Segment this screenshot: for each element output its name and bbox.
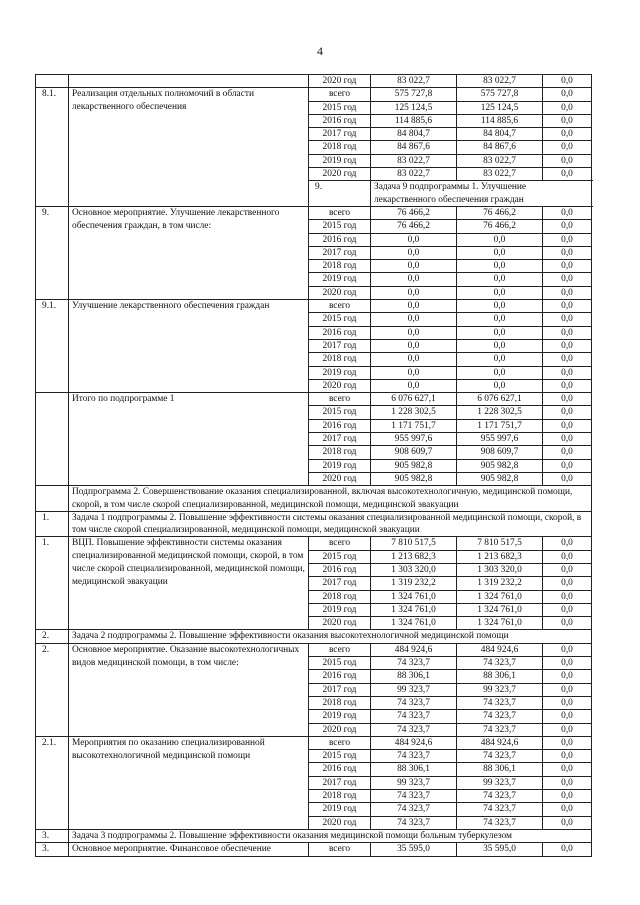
- year-cell: 2017 год: [309, 433, 371, 446]
- year-cell: 2017 год: [309, 577, 371, 590]
- other-amount-cell: 0,0: [543, 246, 592, 259]
- budget-amount-cell: 1 319 232,2: [457, 577, 543, 590]
- budget-amount-cell: 0,0: [457, 233, 543, 246]
- year-cell: 2015 год: [309, 657, 371, 670]
- year-cell: 2020 год: [309, 723, 371, 736]
- year-cell: 2018 год: [309, 260, 371, 273]
- other-amount-cell: 0,0: [543, 114, 592, 127]
- year-cell: 2018 год: [309, 590, 371, 603]
- budget-amount-cell: 0,0: [457, 300, 543, 313]
- budget-amount-cell: 76 466,2: [457, 206, 543, 219]
- year-cell: 2017 год: [309, 128, 371, 141]
- other-amount-cell: 0,0: [543, 339, 592, 352]
- year-cell: 2018 год: [309, 446, 371, 459]
- budget-amount-cell: 35 595,0: [457, 843, 543, 857]
- other-amount-cell: 0,0: [543, 803, 592, 816]
- row-number: 9.: [309, 181, 371, 207]
- year-cell: 2020 год: [309, 816, 371, 829]
- other-amount-cell: 0,0: [543, 75, 592, 88]
- table-row: [36, 537, 592, 550]
- other-amount-cell: 0,0: [543, 563, 592, 576]
- row-number: [36, 393, 69, 486]
- other-amount-cell: 0,0: [543, 617, 592, 630]
- other-amount-cell: 0,0: [543, 88, 592, 101]
- other-amount-cell: 0,0: [543, 168, 592, 181]
- other-amount-cell: 0,0: [543, 603, 592, 616]
- total-amount-cell: 0,0: [371, 286, 457, 299]
- year-cell: 2015 год: [309, 550, 371, 563]
- other-amount-cell: 0,0: [543, 590, 592, 603]
- total-amount-cell: 74 323,7: [371, 696, 457, 709]
- total-amount-cell: 83 022,7: [371, 154, 457, 167]
- total-amount-cell: 1 324 761,0: [371, 590, 457, 603]
- other-amount-cell: 0,0: [543, 710, 592, 723]
- row-number: 9.1.: [36, 300, 69, 393]
- other-amount-cell: 0,0: [543, 326, 592, 339]
- activity-description: ВЦП. Повышение эффективности системы оказания специализированной медицинской помощи, скорой, в том числе скорой специализированной, медицинской помощи, медицинской эвакуации: [69, 537, 309, 630]
- year-cell: 2016 год: [309, 563, 371, 576]
- budget-table: [35, 74, 592, 857]
- total-amount-cell: 0,0: [371, 313, 457, 326]
- year-cell: всего: [309, 736, 371, 749]
- row-number: 9.: [36, 206, 69, 299]
- year-cell: 2019 год: [309, 154, 371, 167]
- year-cell: всего: [309, 843, 371, 857]
- other-amount-cell: 0,0: [543, 220, 592, 233]
- row-number: 3.: [36, 829, 69, 842]
- budget-amount-cell: 74 323,7: [457, 696, 543, 709]
- total-amount-cell: 88 306,1: [371, 763, 457, 776]
- total-amount-cell: 99 323,7: [371, 683, 457, 696]
- other-amount-cell: 0,0: [543, 537, 592, 550]
- task-title: Подпрограмма 2. Совершенствование оказания специализированной, включая высокотехнологичную, медицинской помощи, скорой, в том числе скорой специализированной, медицинской помощи, медицинской эвакуации: [69, 486, 592, 512]
- table-row: [36, 300, 592, 313]
- year-cell: 2020 год: [309, 379, 371, 392]
- total-amount-cell: 1 324 761,0: [371, 603, 457, 616]
- total-amount-cell: 74 323,7: [371, 657, 457, 670]
- budget-amount-cell: 1 303 320,0: [457, 563, 543, 576]
- other-amount-cell: 0,0: [543, 670, 592, 683]
- total-amount-cell: 88 306,1: [371, 670, 457, 683]
- other-amount-cell: 0,0: [543, 260, 592, 273]
- total-amount-cell: 74 323,7: [371, 750, 457, 763]
- other-amount-cell: 0,0: [543, 313, 592, 326]
- budget-amount-cell: 7 810 517,5: [457, 537, 543, 550]
- budget-amount-cell: 905 982,8: [457, 459, 543, 472]
- total-amount-cell: 0,0: [371, 339, 457, 352]
- total-amount-cell: 0,0: [371, 246, 457, 259]
- budget-amount-cell: 84 867,6: [457, 141, 543, 154]
- other-amount-cell: 0,0: [543, 406, 592, 419]
- budget-amount-cell: 1 324 761,0: [457, 590, 543, 603]
- other-amount-cell: 0,0: [543, 816, 592, 829]
- budget-amount-cell: 88 306,1: [457, 763, 543, 776]
- budget-amount-cell: 1 324 761,0: [457, 617, 543, 630]
- budget-amount-cell: 74 323,7: [457, 723, 543, 736]
- total-amount-cell: 83 022,7: [371, 168, 457, 181]
- year-cell: всего: [309, 643, 371, 656]
- year-cell: всего: [309, 393, 371, 406]
- year-cell: 2018 год: [309, 353, 371, 366]
- total-amount-cell: 0,0: [371, 366, 457, 379]
- total-amount-cell: 1 319 232,2: [371, 577, 457, 590]
- activity-description: Основное мероприятие. Финансовое обеспечение: [69, 843, 309, 857]
- budget-amount-cell: 1 171 751,7: [457, 419, 543, 432]
- year-cell: 2019 год: [309, 366, 371, 379]
- year-cell: 2019 год: [309, 803, 371, 816]
- budget-amount-cell: 1 324 761,0: [457, 603, 543, 616]
- year-cell: 2016 год: [309, 326, 371, 339]
- other-amount-cell: 0,0: [543, 379, 592, 392]
- total-amount-cell: 0,0: [371, 379, 457, 392]
- task-row: [36, 829, 592, 842]
- budget-amount-cell: 0,0: [457, 246, 543, 259]
- budget-amount-cell: 83 022,7: [457, 168, 543, 181]
- year-cell: 2019 год: [309, 603, 371, 616]
- page-number: 4: [317, 44, 323, 58]
- activity-description: Реализация отдельных полномочий в области лекарственного обеспечения: [69, 88, 309, 207]
- budget-amount-cell: 74 323,7: [457, 816, 543, 829]
- total-amount-cell: 0,0: [371, 300, 457, 313]
- other-amount-cell: 0,0: [543, 696, 592, 709]
- other-amount-cell: 0,0: [543, 550, 592, 563]
- other-amount-cell: 0,0: [543, 577, 592, 590]
- year-cell: 2017 год: [309, 683, 371, 696]
- task-row: [36, 630, 592, 643]
- year-cell: 2016 год: [309, 763, 371, 776]
- budget-amount-cell: 0,0: [457, 326, 543, 339]
- task-row: [36, 511, 592, 537]
- total-amount-cell: 484 924,6: [371, 643, 457, 656]
- year-cell: 2017 год: [309, 339, 371, 352]
- other-amount-cell: 0,0: [543, 736, 592, 749]
- other-amount-cell: 0,0: [543, 273, 592, 286]
- other-amount-cell: 0,0: [543, 353, 592, 366]
- budget-amount-cell: 0,0: [457, 260, 543, 273]
- year-cell: 2016 год: [309, 233, 371, 246]
- budget-amount-cell: 99 323,7: [457, 683, 543, 696]
- year-cell: 2015 год: [309, 313, 371, 326]
- row-number: [36, 75, 69, 88]
- other-amount-cell: 0,0: [543, 101, 592, 114]
- other-amount-cell: 0,0: [543, 433, 592, 446]
- budget-amount-cell: 74 323,7: [457, 750, 543, 763]
- budget-amount-cell: 575 727,8: [457, 88, 543, 101]
- task-row: [36, 486, 592, 512]
- year-cell: 2017 год: [309, 246, 371, 259]
- row-number: 1.: [36, 511, 69, 537]
- other-amount-cell: 0,0: [543, 154, 592, 167]
- total-amount-cell: 484 924,6: [371, 736, 457, 749]
- budget-amount-cell: 908 609,7: [457, 446, 543, 459]
- activity-description: Мероприятия по оказанию специализированной высокотехнологичной медицинской помощи: [69, 736, 309, 829]
- other-amount-cell: 0,0: [543, 843, 592, 857]
- activity-description: Итого по подпрограмме 1: [69, 393, 309, 486]
- total-amount-cell: 0,0: [371, 233, 457, 246]
- year-cell: 2016 год: [309, 670, 371, 683]
- row-number: 2.: [36, 643, 69, 736]
- budget-amount-cell: 84 804,7: [457, 128, 543, 141]
- row-number: 2.1.: [36, 736, 69, 829]
- year-cell: 2015 год: [309, 750, 371, 763]
- row-number: 8.1.: [36, 88, 69, 207]
- activity-description: Основное мероприятие. Оказание высокотехнологичных видов медицинской помощи, в том числе:: [69, 643, 309, 736]
- total-amount-cell: 7 810 517,5: [371, 537, 457, 550]
- year-cell: 2015 год: [309, 220, 371, 233]
- year-cell: 2018 год: [309, 141, 371, 154]
- table-row: [36, 75, 592, 88]
- budget-table-body: [36, 75, 592, 857]
- other-amount-cell: 0,0: [543, 776, 592, 789]
- year-cell: 2019 год: [309, 710, 371, 723]
- budget-amount-cell: 1 228 302,5: [457, 406, 543, 419]
- budget-amount-cell: 0,0: [457, 286, 543, 299]
- other-amount-cell: 0,0: [543, 657, 592, 670]
- other-amount-cell: 0,0: [543, 750, 592, 763]
- total-amount-cell: 0,0: [371, 326, 457, 339]
- budget-amount-cell: 74 323,7: [457, 710, 543, 723]
- total-amount-cell: 114 885,6: [371, 114, 457, 127]
- budget-amount-cell: 76 466,2: [457, 220, 543, 233]
- table-row: [36, 393, 592, 406]
- total-amount-cell: 905 982,8: [371, 472, 457, 485]
- budget-amount-cell: 74 323,7: [457, 657, 543, 670]
- other-amount-cell: 0,0: [543, 128, 592, 141]
- other-amount-cell: 0,0: [543, 300, 592, 313]
- budget-amount-cell: 83 022,7: [457, 75, 543, 88]
- other-amount-cell: 0,0: [543, 459, 592, 472]
- budget-amount-cell: 0,0: [457, 353, 543, 366]
- budget-amount-cell: 83 022,7: [457, 154, 543, 167]
- budget-amount-cell: 484 924,6: [457, 643, 543, 656]
- budget-amount-cell: 955 997,6: [457, 433, 543, 446]
- budget-amount-cell: 74 323,7: [457, 790, 543, 803]
- budget-amount-cell: 6 076 627,1: [457, 393, 543, 406]
- row-number: 2.: [36, 630, 69, 643]
- year-cell: 2018 год: [309, 790, 371, 803]
- task-title: Задача 1 подпрограммы 2. Повышение эффективности системы оказания специализированной медицинской помощи, скорой, в том числе скорой специализированной, медицинской помощи, медицинской эвакуации: [69, 511, 592, 537]
- row-number: [36, 486, 69, 512]
- total-amount-cell: 84 867,6: [371, 141, 457, 154]
- row-number: 1.: [36, 537, 69, 630]
- total-amount-cell: 83 022,7: [371, 75, 457, 88]
- total-amount-cell: 6 076 627,1: [371, 393, 457, 406]
- task-title: Задача 2 подпрограммы 2. Повышение эффективности оказания высокотехнологичной медицинской помощи: [69, 630, 592, 643]
- year-cell: 2017 год: [309, 776, 371, 789]
- year-cell: всего: [309, 300, 371, 313]
- total-amount-cell: 76 466,2: [371, 220, 457, 233]
- year-cell: 2020 год: [309, 472, 371, 485]
- other-amount-cell: 0,0: [543, 419, 592, 432]
- other-amount-cell: 0,0: [543, 393, 592, 406]
- total-amount-cell: 74 323,7: [371, 710, 457, 723]
- year-cell: 2015 год: [309, 101, 371, 114]
- other-amount-cell: 0,0: [543, 233, 592, 246]
- total-amount-cell: 74 323,7: [371, 723, 457, 736]
- budget-amount-cell: 114 885,6: [457, 114, 543, 127]
- total-amount-cell: 0,0: [371, 273, 457, 286]
- total-amount-cell: 955 997,6: [371, 433, 457, 446]
- budget-amount-cell: 125 124,5: [457, 101, 543, 114]
- budget-amount-cell: 74 323,7: [457, 803, 543, 816]
- total-amount-cell: 1 171 751,7: [371, 419, 457, 432]
- activity-description: [69, 75, 309, 88]
- other-amount-cell: 0,0: [543, 206, 592, 219]
- year-cell: всего: [309, 206, 371, 219]
- table-row: [36, 736, 592, 749]
- year-cell: 2016 год: [309, 114, 371, 127]
- total-amount-cell: 35 595,0: [371, 843, 457, 857]
- total-amount-cell: 99 323,7: [371, 776, 457, 789]
- total-amount-cell: 74 323,7: [371, 816, 457, 829]
- other-amount-cell: 0,0: [543, 683, 592, 696]
- total-amount-cell: 74 323,7: [371, 803, 457, 816]
- year-cell: 2016 год: [309, 419, 371, 432]
- total-amount-cell: 0,0: [371, 353, 457, 366]
- total-amount-cell: 1 228 302,5: [371, 406, 457, 419]
- year-cell: 2020 год: [309, 286, 371, 299]
- year-cell: 2020 год: [309, 168, 371, 181]
- total-amount-cell: 1 324 761,0: [371, 617, 457, 630]
- budget-amount-cell: 905 982,8: [457, 472, 543, 485]
- other-amount-cell: 0,0: [543, 286, 592, 299]
- budget-amount-cell: 0,0: [457, 379, 543, 392]
- other-amount-cell: 0,0: [543, 643, 592, 656]
- table-row: [36, 843, 592, 857]
- budget-amount-cell: 99 323,7: [457, 776, 543, 789]
- total-amount-cell: 125 124,5: [371, 101, 457, 114]
- budget-amount-cell: 484 924,6: [457, 736, 543, 749]
- total-amount-cell: 575 727,8: [371, 88, 457, 101]
- table-row: [36, 88, 592, 101]
- other-amount-cell: 0,0: [543, 141, 592, 154]
- task-title: Задача 9 подпрограммы 1. Улучшение лекарственного обеспечения граждан: [371, 181, 592, 207]
- year-cell: 2019 год: [309, 459, 371, 472]
- total-amount-cell: 76 466,2: [371, 206, 457, 219]
- table-row: [36, 206, 592, 219]
- row-number: 3.: [36, 843, 69, 857]
- year-cell: 2020 год: [309, 617, 371, 630]
- budget-amount-cell: 88 306,1: [457, 670, 543, 683]
- year-cell: 2019 год: [309, 273, 371, 286]
- total-amount-cell: 908 609,7: [371, 446, 457, 459]
- budget-amount-cell: 0,0: [457, 313, 543, 326]
- total-amount-cell: 1 303 320,0: [371, 563, 457, 576]
- year-cell: 2020 год: [309, 75, 371, 88]
- total-amount-cell: 0,0: [371, 260, 457, 273]
- other-amount-cell: 0,0: [543, 472, 592, 485]
- year-cell: всего: [309, 88, 371, 101]
- task-title: Задача 3 подпрограммы 2. Повышение эффективности оказания медицинской помощи больным туберкулезом: [69, 829, 592, 842]
- year-cell: всего: [309, 537, 371, 550]
- total-amount-cell: 905 982,8: [371, 459, 457, 472]
- budget-amount-cell: 0,0: [457, 366, 543, 379]
- year-cell: 2018 год: [309, 696, 371, 709]
- total-amount-cell: 74 323,7: [371, 790, 457, 803]
- budget-amount-cell: 0,0: [457, 339, 543, 352]
- other-amount-cell: 0,0: [543, 763, 592, 776]
- total-amount-cell: 1 213 682,3: [371, 550, 457, 563]
- table-row: [36, 643, 592, 656]
- year-cell: 2015 год: [309, 406, 371, 419]
- activity-description: Основное мероприятие. Улучшение лекарственного обеспечения граждан, в том числе:: [69, 206, 309, 299]
- activity-description: Улучшение лекарственного обеспечения граждан: [69, 300, 309, 393]
- other-amount-cell: 0,0: [543, 446, 592, 459]
- other-amount-cell: 0,0: [543, 790, 592, 803]
- budget-amount-cell: 1 213 682,3: [457, 550, 543, 563]
- other-amount-cell: 0,0: [543, 366, 592, 379]
- total-amount-cell: 84 804,7: [371, 128, 457, 141]
- budget-amount-cell: 0,0: [457, 273, 543, 286]
- other-amount-cell: 0,0: [543, 723, 592, 736]
